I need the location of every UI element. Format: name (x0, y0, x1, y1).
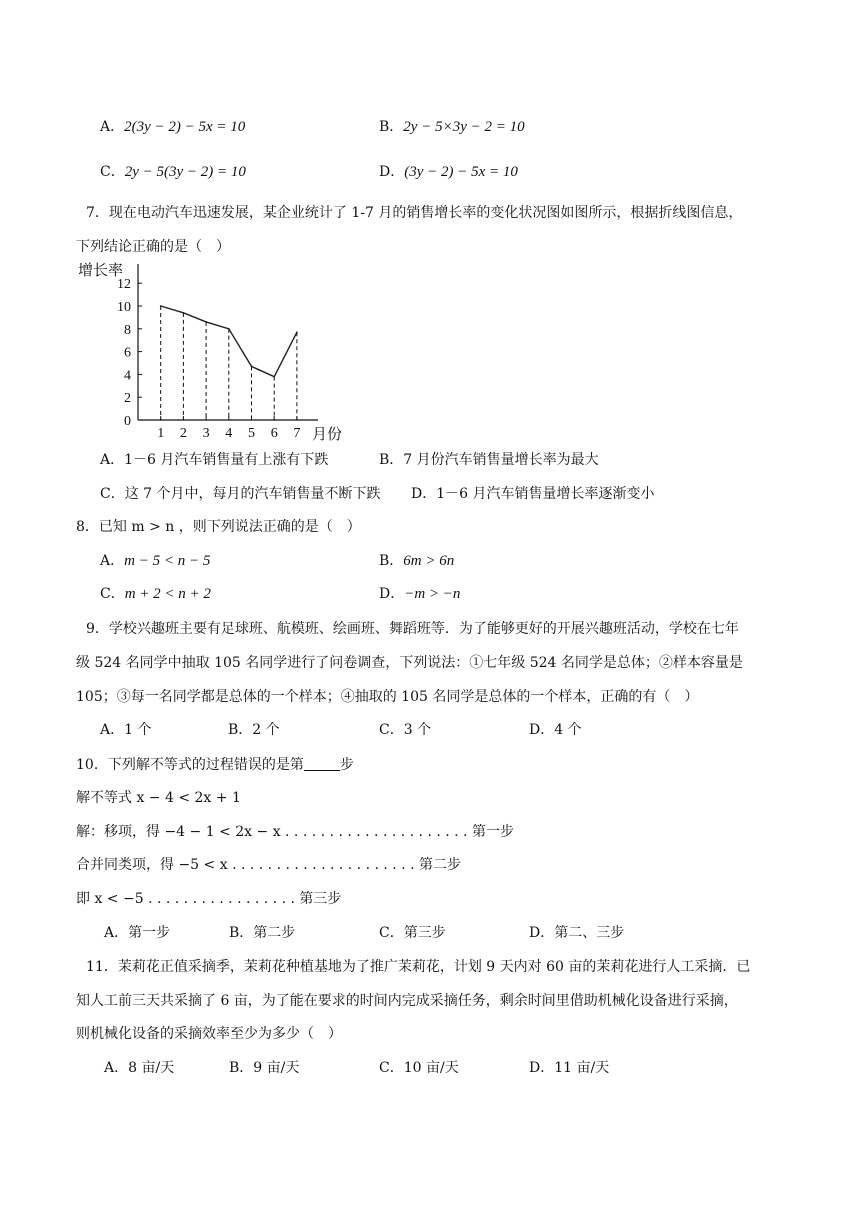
chart-data-point (296, 331, 298, 333)
chart-x-tick-label: 6 (270, 426, 278, 441)
q10-stem: 10．下列解不等式的过程错误的是第 步 (76, 757, 354, 773)
chart-y-tick-label: 2 (124, 391, 131, 407)
chart-y-tick-label: 10 (117, 300, 131, 315)
q10-option-d: D．第二、三步 (529, 925, 625, 941)
q11-option-d: D．11 亩/天 (529, 1060, 610, 1076)
q9-option-a: A．1 个 (100, 722, 152, 738)
chart-y-tick-label: 4 (124, 368, 131, 384)
growth-rate-chart (76, 260, 376, 450)
q10-option-a: A．第一步 (104, 925, 171, 941)
q11-line3: 则机械化设备的采摘效率至少为多少（ ） (76, 1026, 342, 1042)
q9-option-b: B．2 个 (228, 722, 280, 738)
q11-line2: 知人工前三天共采摘了 6 亩，为了能在要求的时间内完成采摘任务，剩余时间里借助机械化设备进行采摘， (76, 993, 738, 1009)
q7-option-a: A．1－6 月汽车销售量有上涨有下跌 (100, 452, 329, 468)
chart-x-tick-label: 4 (225, 426, 233, 441)
q11-line1: 11．茉莉花正值采摘季，茉莉花种植基地为了推广茉莉花，计划 9 天内对 60 亩的茉莉花进行人工采摘．已 (86, 959, 751, 975)
q10-problem-line: 解不等式 x − 4 < 2x + 1 (76, 790, 241, 806)
q10-step3: 即 x < −5 . . . . . . . . . . . . . . . . . 第三步 (76, 891, 342, 907)
q8-option-a: A．m − 5 < n − 5 (100, 553, 211, 569)
chart-y-axis-label: 增长率 (78, 263, 124, 279)
chart-x-tick-label: 3 (202, 426, 210, 441)
q10-option-b: B．第二步 (229, 925, 296, 941)
answer-blank (304, 756, 340, 771)
chart-y-tick-label: 12 (117, 277, 131, 293)
q7-stem-line2: 下列结论正确的是（ ） (76, 239, 230, 255)
chart-x-tick-label: 2 (179, 426, 187, 441)
chart-data-point (251, 366, 253, 368)
q6-option-d: D．(3y − 2) − 5x = 10 (379, 164, 518, 180)
chart-x-axis-label: 月份 (312, 427, 343, 443)
chart-y-tick-label: 0 (124, 414, 131, 429)
q9-line1: 9．学校兴趣班主要有足球班、航模班、绘画班、舞蹈班等．为了能够更好的开展兴趣班活动，学校在七年 (86, 621, 739, 637)
q8-stem: 8．已知 m > n ，则下列说法正确的是（ ） (76, 519, 361, 535)
q8-option-c: C．m + 2 < n + 2 (100, 586, 211, 602)
chart-x-tick-label: 7 (293, 426, 301, 441)
chart-data-point (183, 312, 185, 314)
q11-option-c: C．10 亩/天 (379, 1060, 459, 1076)
chart-y-tick-label: 8 (124, 322, 131, 338)
chart-data-point (228, 328, 230, 330)
chart-data-point (273, 376, 275, 378)
q10-step1: 解：移项，得 −4 − 1 < 2x − x . . . . . . . . . . . . . . . . . . . . . 第一步 (76, 824, 514, 840)
q11-option-a: A．8 亩/天 (104, 1060, 175, 1076)
chart-svg (76, 260, 376, 450)
q8-option-b: B．6m > 6n (379, 553, 455, 569)
q9-option-c: C．3 个 (379, 722, 432, 738)
q9-option-d: D．4 个 (529, 722, 582, 738)
q10-option-c: C．第三步 (379, 925, 446, 941)
q9-line3: 105；③每一名同学都是总体的一个样本；④抽取的 105 名同学是总体的一个样本，正确的有（ ） (76, 689, 699, 705)
chart-x-tick-label: 1 (157, 426, 165, 441)
chart-x-tick-label: 5 (248, 426, 255, 441)
q6-option-c: C．2y − 5(3y − 2) = 10 (100, 164, 246, 180)
q7-stem-line1: 7．现在电动汽车迅速发展，某企业统计了 1-7 月的销售增长率的变化状况图如图所示，根据折线图信息， (86, 205, 743, 221)
q11-option-b: B．9 亩/天 (229, 1060, 300, 1076)
q6-option-b: B．2y − 5×3y − 2 = 10 (379, 119, 525, 135)
q8-option-d: D．−m > −n (379, 586, 461, 602)
q9-line2: 级 524 名同学中抽取 105 名同学进行了问卷调查，下列说法：①七年级 524 名同学是总体；②样本容量是 (76, 655, 743, 671)
q10-step2: 合并同类项，得 −5 < x . . . . . . . . . . . . . . . . . . . . . 第二步 (76, 857, 461, 873)
q7-option-d: D．1－6 月汽车销售量增长率逐渐变小 (411, 486, 655, 502)
chart-data-point (205, 321, 207, 323)
chart-data-point (160, 305, 162, 307)
chart-y-tick-label: 6 (124, 345, 131, 361)
q7-option-c: C．这 7 个月中，每月的汽车销售量不断下跌 (100, 486, 381, 502)
q6-option-a: A．2(3y − 2) − 5x = 10 (100, 119, 246, 135)
q7-option-b: B．7 月份汽车销售量增长率为最大 (379, 452, 599, 468)
